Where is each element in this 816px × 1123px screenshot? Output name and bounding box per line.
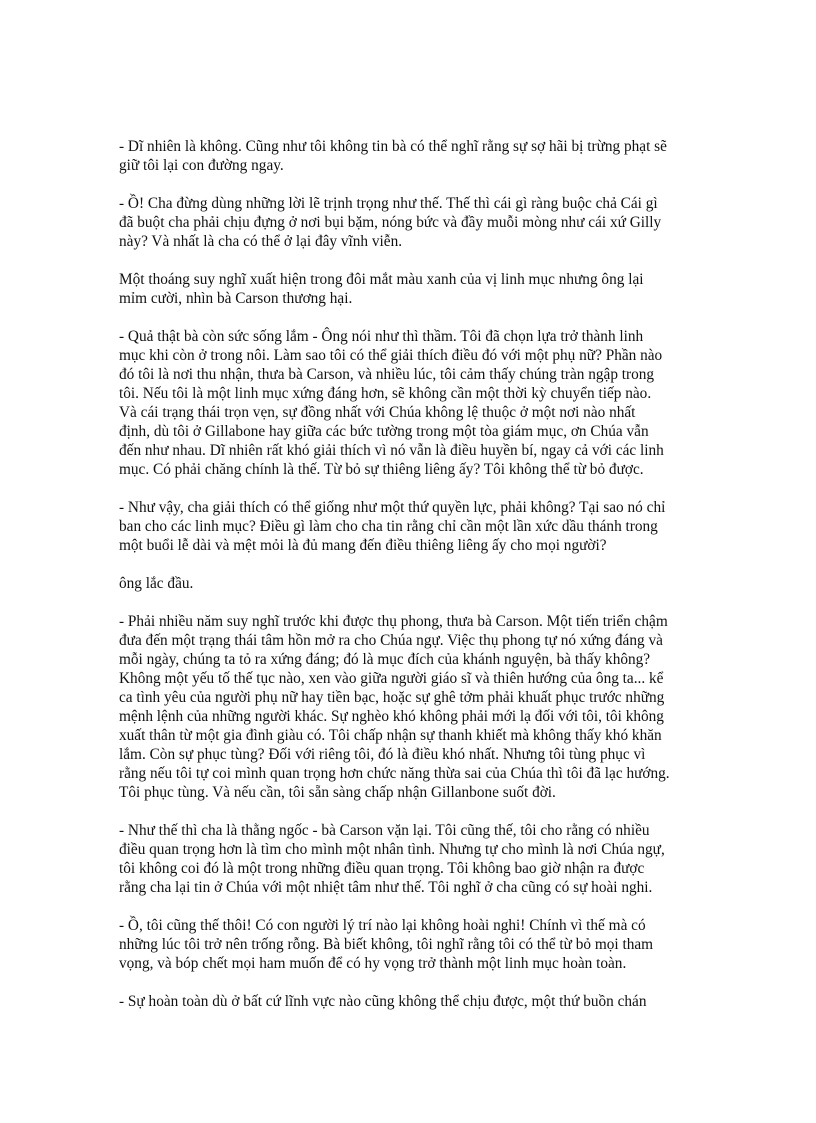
text-line: đưa đến một trạng thái tâm hồn mở ra cho Chúa ngự. Việc thụ phong tự nó xứng đáng và	[119, 632, 663, 649]
text-line: giữ tôi lại con đường ngay.	[119, 157, 284, 174]
text-line: xuất thân từ một gia đình giàu có. Tôi chấp nhận sự thanh khiết mà không thấy khó khăn	[119, 727, 662, 744]
text-line: mục khi còn ở trong nôi. Làm sao tôi có thể giải thích điều đó với một phụ nữ? Phần nào	[119, 347, 663, 364]
paragraph	[119, 327, 711, 479]
paragraph	[119, 821, 711, 897]
text-line: rằng nếu tôi tự coi mình quan trọng hơn chức năng thừa sai của Chúa thì tôi đã lạc hướng.	[119, 765, 670, 782]
text-line: Một thoáng suy nghĩ xuất hiện trong đôi mắt màu xanh của vị linh mục nhưng ông lại	[119, 271, 644, 288]
text-line: lắm. Còn sự phục tùng? Đối với riêng tôi, đó là điều khó nhất. Nhưng tôi tùng phục vì	[119, 746, 646, 763]
text-line: - Ồ! Cha đừng dùng những lời lẽ trịnh trọng như thế. Thế thì cái gì ràng buộc chả Cái gì	[119, 195, 658, 212]
text-line: Không một yếu tố thế tục nào, xen vào giữa người giáo sĩ và thiên hướng của ông ta... kể	[119, 670, 664, 687]
text-line: vọng, và bóp chết mọi ham muốn để có hy vọng trở thành một linh mục hoàn toàn.	[119, 955, 627, 972]
text-line: - Như thế thì cha là thằng ngốc - bà Carson vặn lại. Tôi cũng thế, tôi cho rằng có nhiều	[119, 822, 650, 839]
text-line: ca tình yêu của người phụ nữ hay tiền bạc, hoặc sự ghê tởm phải khuất phục trước những	[119, 689, 665, 706]
text-line: một buổi lễ dài và mệt mỏi là đủ mang đến điều thiêng liêng ấy cho mọi người?	[119, 537, 607, 554]
text-line: đã buột cha phải chịu đựng ở nơi bụi bặm, nóng bức và đầy muỗi mòng như cái xứ Gilly	[119, 214, 662, 231]
text-line: đó tôi là nơi thu nhận, thưa bà Carson, và nhiều lúc, tôi cảm thấy chúng tràn ngập trong	[119, 366, 655, 383]
text-line: ban cho các linh mục? Điều gì làm cho cha tin rằng chỉ cần một lần xức dầu thánh trong	[119, 518, 658, 535]
text-line: mỗi ngày, chúng ta tỏ ra xứng đáng; đó là mục đích của khánh nguyện, bà thấy không?	[119, 651, 651, 668]
text-line: Tôi phục tùng. Và nếu cần, tôi sẵn sàng chấp nhận Gillanbone suốt đời.	[119, 784, 556, 801]
paragraph	[119, 992, 711, 1011]
text-line: - Sự hoàn toàn dù ở bất cứ lĩnh vực nào cũng không thể chịu được, một thứ buồn chán	[119, 993, 647, 1010]
text-line: tôi không coi đó là một trong những điều quan trọng. Tôi không bao giờ nhận ra được	[119, 860, 645, 877]
text-line: - Ồ, tôi cũng thế thôi! Có con người lý trí nào lại không hoài nghi! Chính vì thế mà có	[119, 917, 646, 934]
text-line: - Quả thật bà còn sức sống lắm - Ông nói như thì thầm. Tôi đã chọn lựa trở thành linh	[119, 328, 644, 345]
text-line: ông lắc đầu.	[119, 575, 194, 592]
text-line: Và cái trạng thái trọn vẹn, sự đồng nhất với Chúa không lệ thuộc ở một nơi nào nhất	[119, 404, 636, 421]
text-line: rằng cha lại tin ở Chúa với một nhiệt tâm như thế. Tôi nghĩ ở cha cũng có sự hoài nghi.	[119, 879, 653, 896]
paragraph	[119, 194, 711, 251]
text-line: - Phải nhiều năm suy nghĩ trước khi được thụ phong, thưa bà Carson. Một tiến triển chậm	[119, 613, 668, 630]
paragraph	[119, 916, 711, 973]
paragraph	[119, 270, 711, 308]
document-body	[119, 137, 711, 1030]
paragraph	[119, 612, 711, 802]
text-line: này? Và nhất là cha có thể ở lại đây vĩnh viễn.	[119, 233, 403, 250]
text-line: mục. Có phải chăng chính là thế. Từ bỏ sự thiêng liêng ấy? Tôi không thể từ bỏ được.	[119, 461, 644, 478]
text-line: - Dĩ nhiên là không. Cũng như tôi không tin bà có thể nghĩ rằng sự sợ hãi bị trừng phạt sẽ	[119, 138, 667, 155]
paragraph	[119, 498, 711, 555]
text-line: mỉm cười, nhìn bà Carson thương hại.	[119, 290, 353, 307]
text-line: tôi. Nếu tôi là một linh mục xứng đáng hơn, sẽ không cần một thời kỳ chuyển tiếp nào.	[119, 385, 652, 402]
text-line: định, dù tôi ở Gillabone hay giữa các bức tường trong một tòa giám mục, ơn Chúa vẫn	[119, 423, 649, 440]
text-line: mệnh lệnh của những người khác. Sự nghèo khó không phải mới lạ đối với tôi, tôi không	[119, 708, 664, 725]
paragraph	[119, 137, 711, 175]
text-line: những lúc tôi trở nên trống rỗng. Bà biết không, tôi nghĩ rằng tôi có thể từ bỏ mọi tham	[119, 936, 654, 953]
text-line: đến như nhau. Dĩ nhiên rất khó giải thích vì nó vẫn là điều huyền bí, ngay cả với các linh	[119, 442, 664, 459]
text-line: điều quan trọng hơn là tìm cho mình một nhân tình. Nhưng tự cho mình là nơi Chúa ngự,	[119, 841, 665, 858]
text-line: - Như vậy, cha giải thích có thể giống như một thứ quyền lực, phải không? Tại sao nó chỉ	[119, 499, 666, 516]
paragraph	[119, 574, 711, 593]
